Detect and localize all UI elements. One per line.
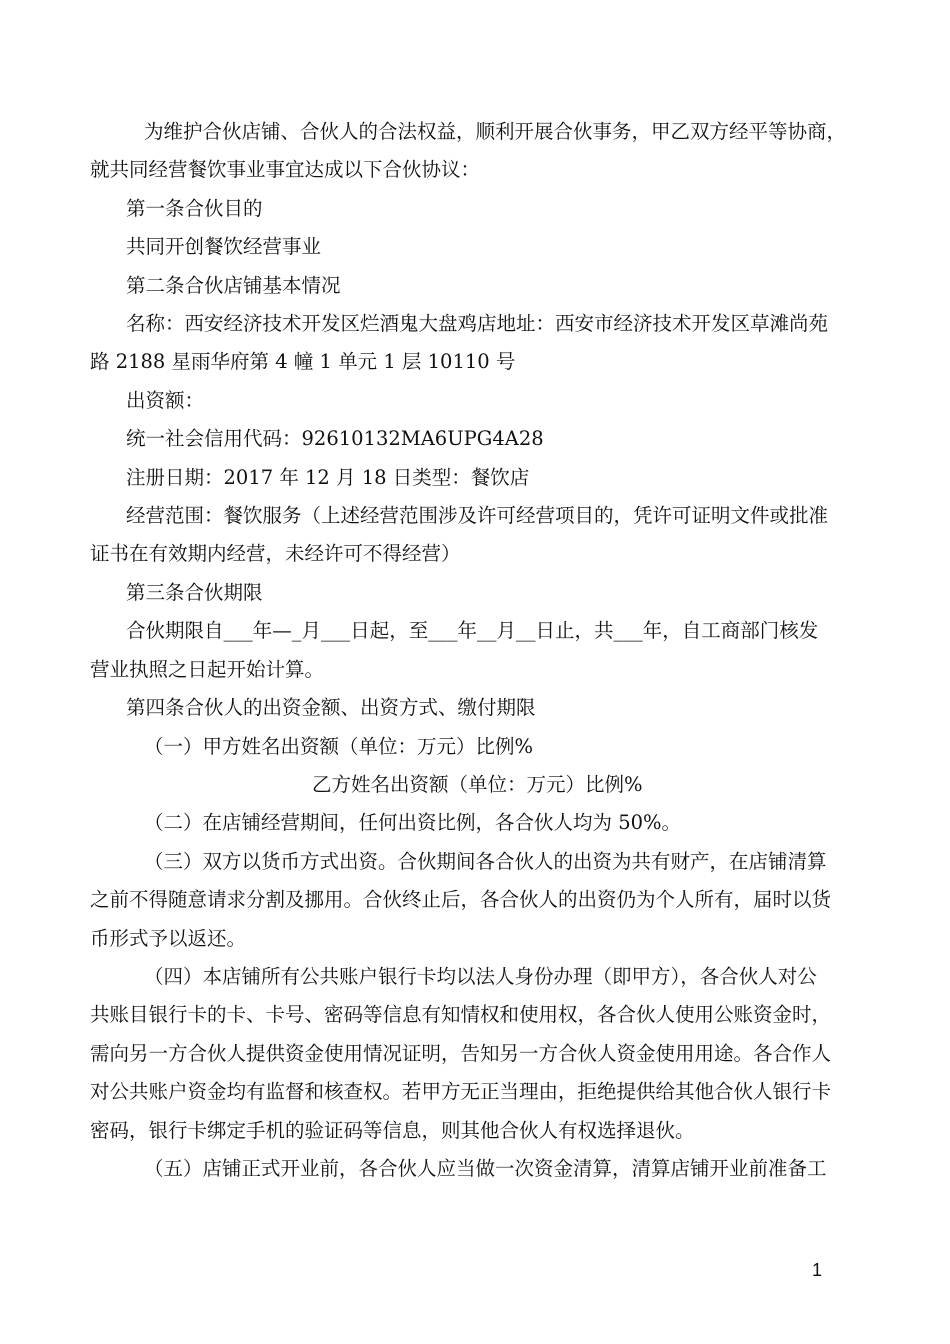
paragraph-intro-line-1: 为维护合伙店铺、合伙人的合法权益，顺利开展合伙事务，甲乙双方经平等协商， xyxy=(144,120,847,143)
shop-name-address-line-2: 路 2188 星雨华府第 4 幢 1 单元 1 层 10110 号 xyxy=(90,350,516,374)
clause-4-line-4: 对公共账户资金均有监督和核查权。若甲方无正当理由，拒绝提供给其他合伙人银行卡 xyxy=(90,1080,832,1104)
clause-4-line-5: 密码，银行卡绑定手机的验证码等信息，则其他合伙人有权选择退伙。 xyxy=(90,1118,695,1142)
article-2-heading: 第二条合伙店铺基本情况 xyxy=(126,273,341,297)
clause-4-line-1: （四）本店铺所有公共账户银行卡均以法人身份办理（即甲方），各合伙人对公 xyxy=(144,964,817,988)
business-scope-line-1: 经营范围：餐饮服务（上述经营范围涉及许可经营项目的，凭许可证明文件或批准 xyxy=(126,504,829,528)
clause-4-line-3: 需向另一方合伙人提供资金使用情况证明，告知另一方合伙人资金使用用途。各合作人 xyxy=(90,1041,832,1065)
clause-3-line-1: （三）双方以货币方式出资。合伙期间各合伙人的出资为共有财产，在店铺清算 xyxy=(144,849,827,873)
shop-name-address-line-1: 名称：西安经济技术开发区烂酒鬼大盘鸡店地址：西安市经济技术开发区草滩尚苑 xyxy=(126,312,829,336)
article-3-heading: 第三条合伙期限 xyxy=(126,580,263,604)
clause-2: （二）在店铺经营期间，任何出资比例，各合伙人均为 50%。 xyxy=(144,811,682,835)
clause-5-line-1: （五）店铺正式开业前，各合伙人应当做一次资金清算，清算店铺开业前准备工 xyxy=(144,1156,827,1180)
article-4-heading: 第四条合伙人的出资金额、出资方式、缴付期限 xyxy=(126,696,536,720)
clause-4-line-2: 共账目银行卡的卡、卡号、密码等信息有知情权和使用权，各合伙人使用公账资金时， xyxy=(90,1003,832,1027)
credit-code: 统一社会信用代码：92610132MA6UPG4A28 xyxy=(126,427,544,451)
registration-date-type: 注册日期：2017 年 12 月 18 日类型：餐饮店 xyxy=(126,465,530,489)
clause-3-line-3: 币形式予以返还。 xyxy=(90,926,247,950)
clause-3-line-2: 之前不得随意请求分割及挪用。合伙终止后，各合伙人的出资仍为个人所有，届时以货 xyxy=(90,888,832,912)
article-1-heading: 第一条合伙目的 xyxy=(126,196,263,220)
business-scope-line-2: 证书在有效期内经营，未经许可不得经营） xyxy=(90,542,461,566)
article-1-text: 共同开创餐饮经营事业 xyxy=(126,235,322,259)
paragraph-intro-line-2: 就共同经营餐饮事业事宜达成以下合伙协议： xyxy=(90,158,481,182)
document-body xyxy=(90,113,870,1188)
clause-1-party-b: 乙方姓名出资额（单位：万元）比例% xyxy=(312,772,643,796)
term-line-1: 合伙期限自___年—_月___日起，至___年__月__日止，共___年，自工商部门核发 xyxy=(126,619,819,643)
page-number: 1 xyxy=(812,1260,823,1280)
term-line-2: 营业执照之日起开始计算。 xyxy=(90,657,325,681)
capital-amount: 出资额： xyxy=(126,388,205,412)
clause-1-party-a: （一）甲方姓名出资额（单位：万元）比例% xyxy=(144,734,534,758)
